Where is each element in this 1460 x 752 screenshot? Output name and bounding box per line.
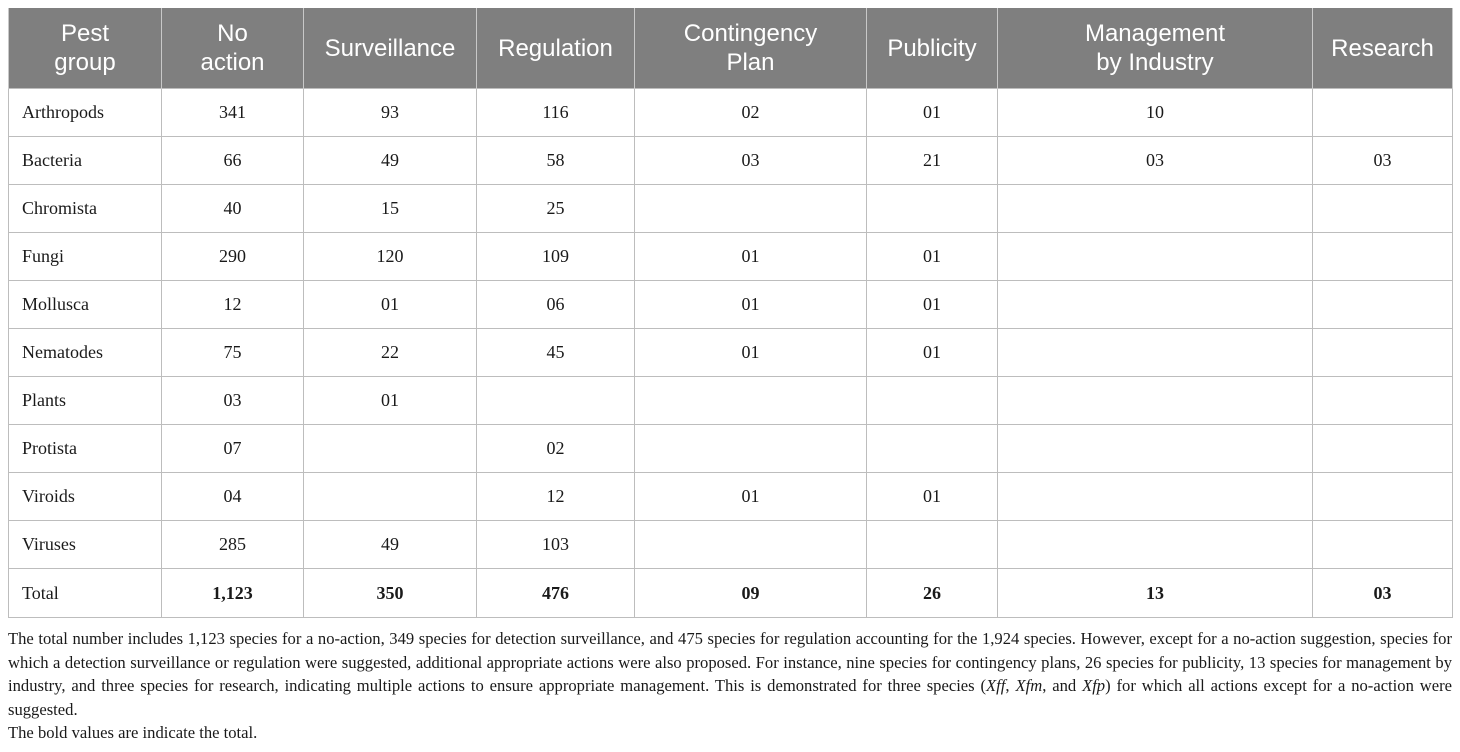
cell-no-action: 03 (162, 377, 304, 425)
data-table-container (8, 8, 1452, 618)
cell-no-action: 12 (162, 281, 304, 329)
cell-contingency-plan: 01 (635, 473, 867, 521)
cell-research (1313, 185, 1453, 233)
cell-pest-group: Viruses (9, 521, 162, 569)
cell-pest-group: Nematodes (9, 329, 162, 377)
cell-research (1313, 377, 1453, 425)
cell-research (1313, 233, 1453, 281)
cell-publicity: 01 (867, 233, 998, 281)
cell-regulation: 12 (477, 473, 635, 521)
cell-pest-group: Chromista (9, 185, 162, 233)
cell-contingency-plan (635, 185, 867, 233)
total-regulation: 476 (477, 569, 635, 618)
header-management-by-industry: Management by Industry (998, 8, 1313, 89)
cell-surveillance: 93 (304, 89, 477, 137)
header-regulation: Regulation (477, 8, 635, 89)
cell-surveillance: 15 (304, 185, 477, 233)
pest-actions-table (8, 8, 1453, 618)
cell-regulation (477, 377, 635, 425)
cell-pest-group: Fungi (9, 233, 162, 281)
table-footnotes (8, 627, 1452, 745)
footnote-paragraph (8, 627, 1452, 721)
total-surveillance: 350 (304, 569, 477, 618)
cell-surveillance: 22 (304, 329, 477, 377)
cell-publicity: 21 (867, 137, 998, 185)
cell-regulation: 25 (477, 185, 635, 233)
total-management-by-industry: 13 (998, 569, 1313, 618)
cell-management-by-industry (998, 281, 1313, 329)
cell-surveillance: 01 (304, 281, 477, 329)
cell-research (1313, 521, 1453, 569)
cell-no-action: 341 (162, 89, 304, 137)
cell-management-by-industry (998, 233, 1313, 281)
header-publicity: Publicity (867, 8, 998, 89)
cell-management-by-industry (998, 473, 1313, 521)
cell-surveillance: 120 (304, 233, 477, 281)
cell-no-action: 285 (162, 521, 304, 569)
bold-values-note: The bold values are indicate the total. (8, 723, 258, 742)
cell-publicity: 01 (867, 473, 998, 521)
cell-regulation: 103 (477, 521, 635, 569)
header-pest-group: Pest group (9, 8, 162, 89)
table-row (9, 89, 1453, 137)
cell-contingency-plan: 01 (635, 233, 867, 281)
cell-pest-group: Bacteria (9, 137, 162, 185)
table-row (9, 377, 1453, 425)
table-row (9, 281, 1453, 329)
cell-no-action: 04 (162, 473, 304, 521)
cell-management-by-industry: 03 (998, 137, 1313, 185)
total-publicity: 26 (867, 569, 998, 618)
cell-contingency-plan (635, 425, 867, 473)
cell-publicity (867, 521, 998, 569)
cell-management-by-industry (998, 521, 1313, 569)
cell-publicity: 01 (867, 281, 998, 329)
cell-regulation: 06 (477, 281, 635, 329)
cell-regulation: 116 (477, 89, 635, 137)
cell-surveillance: 01 (304, 377, 477, 425)
cell-publicity: 01 (867, 89, 998, 137)
footnote-text-2: ) for which all actions except for a no-action were suggested. (8, 676, 1452, 719)
header-contingency-plan: Contingency Plan (635, 8, 867, 89)
cell-research (1313, 281, 1453, 329)
cell-publicity (867, 185, 998, 233)
cell-management-by-industry (998, 329, 1313, 377)
cell-research (1313, 473, 1453, 521)
cell-research (1313, 89, 1453, 137)
cell-surveillance: 49 (304, 521, 477, 569)
cell-contingency-plan (635, 521, 867, 569)
cell-research (1313, 329, 1453, 377)
cell-contingency-plan: 01 (635, 329, 867, 377)
table-row (9, 521, 1453, 569)
total-contingency-plan: 09 (635, 569, 867, 618)
table-row (9, 185, 1453, 233)
cell-surveillance: 49 (304, 137, 477, 185)
cell-contingency-plan: 01 (635, 281, 867, 329)
total-row (9, 569, 1453, 618)
cell-regulation: 58 (477, 137, 635, 185)
cell-surveillance (304, 425, 477, 473)
header-research: Research (1313, 8, 1453, 89)
cell-regulation: 02 (477, 425, 635, 473)
header-surveillance: Surveillance (304, 8, 477, 89)
table-body (9, 89, 1453, 618)
table-row (9, 137, 1453, 185)
table-row (9, 473, 1453, 521)
cell-no-action: 40 (162, 185, 304, 233)
cell-regulation: 109 (477, 233, 635, 281)
cell-management-by-industry (998, 377, 1313, 425)
cell-contingency-plan: 03 (635, 137, 867, 185)
cell-no-action: 07 (162, 425, 304, 473)
cell-regulation: 45 (477, 329, 635, 377)
cell-contingency-plan: 02 (635, 89, 867, 137)
footnote-separator-2: , and (1042, 676, 1083, 695)
cell-no-action: 290 (162, 233, 304, 281)
cell-no-action: 66 (162, 137, 304, 185)
footnote-text-1: The total number includes 1,123 species for a no-action, 349 species for detection surveillance, and 475 species for regulation accounting for the 1,924 species. However, except for a no-action suggestion, species for which a detection surveillance or regulation were suggested, additional appropriate actions were also proposed. For instance, nine species for contingency plans, 26 species for publicity, 13 species for management by industry, and three species for research, indicating multiple actions to ensure appropriate management. This is demonstrated for three species ( (8, 629, 1452, 695)
cell-surveillance (304, 473, 477, 521)
cell-pest-group: Viroids (9, 473, 162, 521)
cell-management-by-industry (998, 185, 1313, 233)
cell-pest-group: Protista (9, 425, 162, 473)
species-xfm: Xfm (1015, 676, 1043, 695)
cell-pest-group: Arthropods (9, 89, 162, 137)
total-label: Total (9, 569, 162, 618)
cell-pest-group: Mollusca (9, 281, 162, 329)
cell-contingency-plan (635, 377, 867, 425)
cell-publicity: 01 (867, 329, 998, 377)
cell-research (1313, 425, 1453, 473)
cell-pest-group: Plants (9, 377, 162, 425)
cell-management-by-industry (998, 425, 1313, 473)
table-row (9, 425, 1453, 473)
total-no-action: 1,123 (162, 569, 304, 618)
cell-research: 03 (1313, 137, 1453, 185)
species-xff: Xff (986, 676, 1006, 695)
table-row (9, 329, 1453, 377)
cell-publicity (867, 425, 998, 473)
table-row (9, 233, 1453, 281)
cell-management-by-industry: 10 (998, 89, 1313, 137)
cell-publicity (867, 377, 998, 425)
species-xfp: Xfp (1082, 676, 1106, 695)
table-header-row (9, 8, 1453, 89)
total-research: 03 (1313, 569, 1453, 618)
footnote-separator-1: , (1005, 676, 1016, 695)
cell-no-action: 75 (162, 329, 304, 377)
header-no-action: No action (162, 8, 304, 89)
